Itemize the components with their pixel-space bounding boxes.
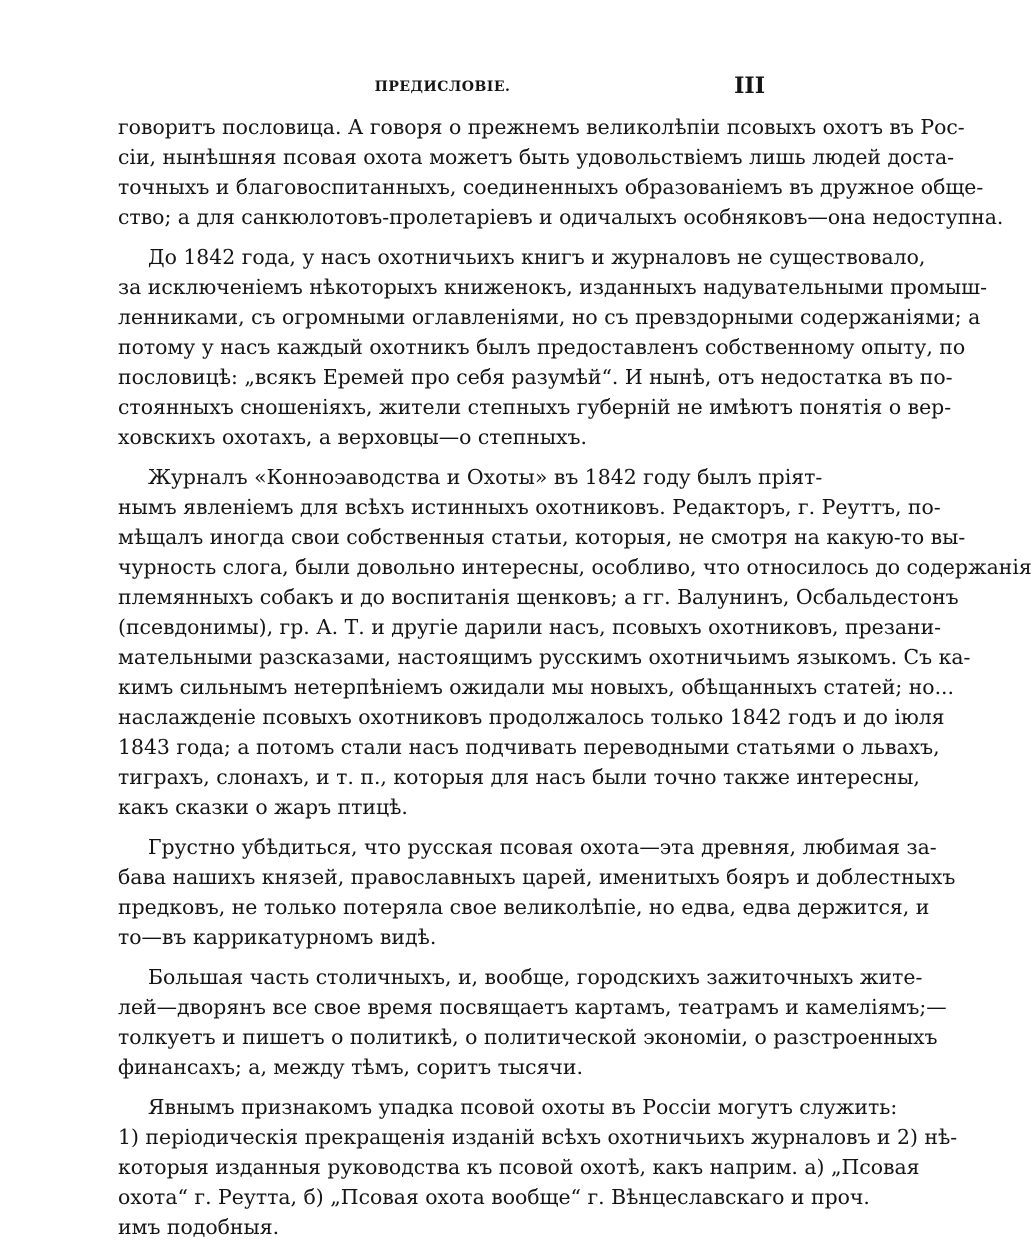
text-line: толкуетъ и пишетъ о политикѣ, о политической экономіи, о разстроенныхъ [118,1025,938,1049]
text-line: за исключеніемъ нѣкоторыхъ книженокъ, изданныхъ надувательными промыш- [118,275,987,299]
paragraph-6 [118,1092,958,1242]
text-line: кимъ сильнымъ нетерпѣніемъ ожидали мы новыхъ, обѣщанныхъ статей; но... [118,675,955,699]
text-line: предковъ, не только потеряла свое великолѣпіе, но едва, едва держится, и [118,895,930,919]
text-line: точныхъ и благовоспитанныхъ, соединенныхъ образованіемъ въ дружное обще- [118,175,984,199]
text-line: мѣщалъ иногда свои собственныя статьи, которыя, не смотря на какую-то вы- [118,525,966,549]
text-line: потому у насъ каждый охотникъ былъ предоставленъ собственному опыту, по [118,335,966,359]
text-line: Грустно убѣдиться, что русская псовая охота—эта древняя, любимая за- [148,835,937,859]
text-line: сіи, нынѣшняя псовая охота можетъ быть удовольствіемъ лишь людей доста- [118,145,955,169]
text-line: то—въ каррикатурномъ видѣ. [118,925,437,949]
text-line: говоритъ пословица. А говоря о прежнемъ великолѣпіи псовыхъ охотъ въ Рос- [118,115,965,139]
text-body [118,112,1032,1252]
text-line: ховскихъ охотахъ, а верховцы—о степныхъ. [118,425,588,449]
text-line: пословицѣ: „всякъ Еремей про себя разумѣй“. И нынѣ, отъ недостатка въ по- [118,365,953,389]
text-line: бава нашихъ князей, православныхъ царей, именитыхъ бояръ и доблестныхъ [118,865,956,889]
paragraph-2 [118,242,987,452]
text-line: Явнымъ признакомъ упадка псовой охоты въ Россіи могутъ служить: [148,1095,898,1119]
text-line: мательными разсказами, настоящимъ русскимъ охотничьимъ языкомъ. Съ ка- [118,645,971,669]
page-header [120,73,765,103]
text-line: которыя изданныя руководства къ псовой охотѣ, какъ наприм. а) „Псовая [118,1155,920,1179]
paragraph-4 [118,832,956,952]
text-line: какъ сказки о жаръ птицѣ. [118,795,408,819]
text-line: чурность слога, были довольно интересны, особливо, что относилось до содержанія [118,555,1032,579]
text-line: ство; а для санкюлотовъ-пролетаріевъ и одичалыхъ особняковъ—она недоступна. [118,205,1004,229]
paragraph-3 [118,462,1032,822]
text-line: 1843 года; а потомъ стали насъ подчивать переводными статьями о львахъ, [118,735,940,759]
paragraph-1 [118,112,1004,232]
page-number: III [734,73,765,99]
running-head: ПРЕДИСЛОВІЕ. [374,79,511,95]
paragraph-5 [118,962,947,1082]
text-line: племянныхъ собакъ и до воспитанія щенковъ; а гг. Валунинъ, Осбальдестонъ [118,585,959,609]
text-line: (псевдонимы), гр. А. Т. и другіе дарили насъ, псовыхъ охотниковъ, презани- [118,615,942,639]
text-line: ленниками, съ огромными оглавленіями, но съ превздорными содержаніями; а [118,305,981,329]
text-line: имъ подобныя. [118,1215,280,1239]
text-line: стоянныхъ сношеніяхъ, жители степныхъ губерній не имѣютъ понятія о вер- [118,395,952,419]
text-line: нымъ явленіемъ для всѣхъ истинныхъ охотниковъ. Редакторъ, г. Реуттъ, по- [118,495,941,519]
text-line: наслажденіе псовыхъ охотниковъ продолжалось только 1842 годъ и до іюля [118,705,945,729]
text-line: 1) періодическія прекращенія изданій всѣхъ охотничьихъ журналовъ и 2) нѣ- [118,1125,958,1149]
text-line: Журналъ «Конноэаводства и Охоты» въ 1842 году былъ пріят- [148,465,823,489]
text-line: тиграхъ, слонахъ, и т. п., которыя для насъ были точно также интересны, [118,765,920,789]
text-line: охота“ г. Реутта, б) „Псовая охота вообще“ г. Вѣнцеславскаго и проч. [118,1185,870,1209]
text-line: До 1842 года, у насъ охотничьихъ книгъ и журналовъ не существовало, [148,245,926,269]
text-line: лей—дворянъ все свое время посвящаетъ картамъ, театрамъ и камеліямъ;— [118,995,947,1019]
text-line: Большая часть столичныхъ, и, вообще, городскихъ зажиточныхъ жите- [148,965,923,989]
text-line: финансахъ; а, между тѣмъ, соритъ тысячи. [118,1055,583,1079]
